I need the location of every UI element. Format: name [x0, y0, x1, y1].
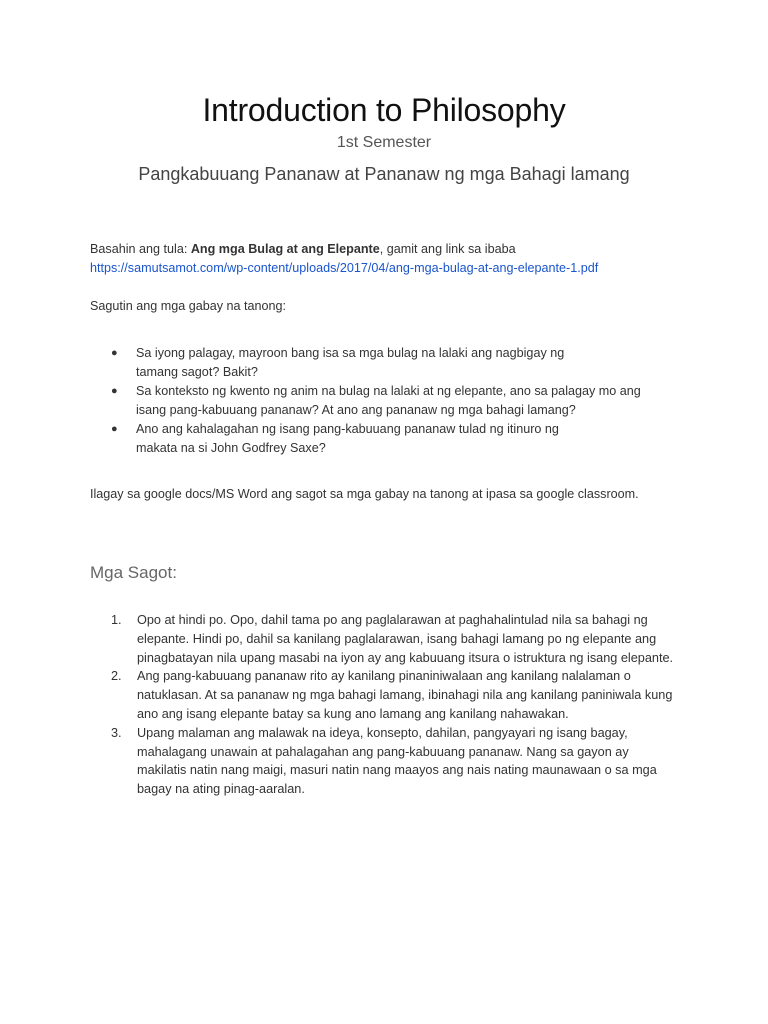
answer-number: 2. — [111, 669, 122, 684]
intro-paragraph — [90, 240, 690, 278]
answer-text: Ang pang-kabuuang pananaw rito ay kanilang pinaniniwalaan ang kanilang nalalaman o natuklasan. At sa pananaw ng mga bahagi lamang, ibinahagi nila ang kanilang paniniwala kung ano ang isang elepante batay sa kung ano lamang ang kanilang nahawakan. — [137, 669, 673, 721]
list-item — [111, 724, 681, 799]
instruction-text: Ilagay sa google docs/MS Word ang sagot sa mga gabay na tanong at ipasa sa google classroom. — [90, 487, 639, 501]
list-item — [111, 420, 581, 458]
intro-suffix: , gamit ang link sa ibaba — [379, 242, 516, 256]
page-subtitle: 1st Semester — [336, 134, 432, 151]
poem-link[interactable]: https://samutsamot.com/wp-content/uploads/2017/04/ang-mga-bulag-at-ang-elepante-1.pdf — [90, 261, 599, 275]
bullet-icon: ● — [111, 423, 118, 435]
answers-heading: Mga Sagot: — [90, 563, 177, 582]
question-text: Ano ang kahalagahan ng isang pang-kabuuang pananaw tulad ng itinuro ng makata na si John Godfrey Saxe? — [136, 422, 559, 455]
page-title: Introduction to Philosophy — [202, 92, 566, 128]
answers-list — [111, 611, 681, 799]
bullet-icon: ● — [111, 347, 118, 359]
question-text: Sa konteksto ng kwento ng anim na bulag na lalaki at ng elepante, ano sa palagay mo ang isang pang-kabuuang pananaw? At ano ang pananaw ng mga bahagi lamang? — [136, 384, 641, 417]
answer-number: 3. — [111, 725, 122, 740]
question-text: Sa iyong palagay, mayroon bang isa sa mga bulag na lalaki ang nagbigay ng tamang sagot? Bakit? — [136, 346, 565, 379]
answer-text: Opo at hindi po. Opo, dahil tama po ang paglalarawan at paghahalintulad nila sa bahagi ng elepante. Hindi po, dahil sa kanilang paglalarawan, isang bahagi lamang po ng elepante ang pinagbatayan nila upang masabi na iyon ay ang kabuuang itsura o istruktura ng isang elepante. — [137, 613, 674, 665]
list-item — [111, 382, 646, 420]
questions-list — [111, 344, 671, 458]
questions-prompt: Sagutin ang mga gabay na tanong: — [90, 299, 287, 313]
answer-number: 1. — [111, 613, 122, 627]
poem-title: Ang mga Bulag at ang Elepante — [190, 242, 380, 256]
list-item — [111, 667, 681, 723]
list-item — [111, 344, 576, 382]
bullet-icon: ● — [111, 385, 118, 397]
intro-line — [90, 240, 690, 259]
intro-prefix: Basahin ang tula: — [90, 242, 191, 256]
section-heading: Pangkabuuang Pananaw at Pananaw ng mga Bahagi lamang — [138, 164, 630, 184]
answer-text: Upang malaman ang malawak na ideya, konsepto, dahilan, pangyayari ng isang bagay, mahalagang unawain at pahalagahan ang pang-kabuuang pananaw. Nang sa gayon ay makilatis natin nang maigi, masuri natin nang maayos ang nais nating maunawaan o sa mga bagay na ating pinag-aaralan. — [137, 725, 657, 797]
list-item — [111, 611, 681, 667]
